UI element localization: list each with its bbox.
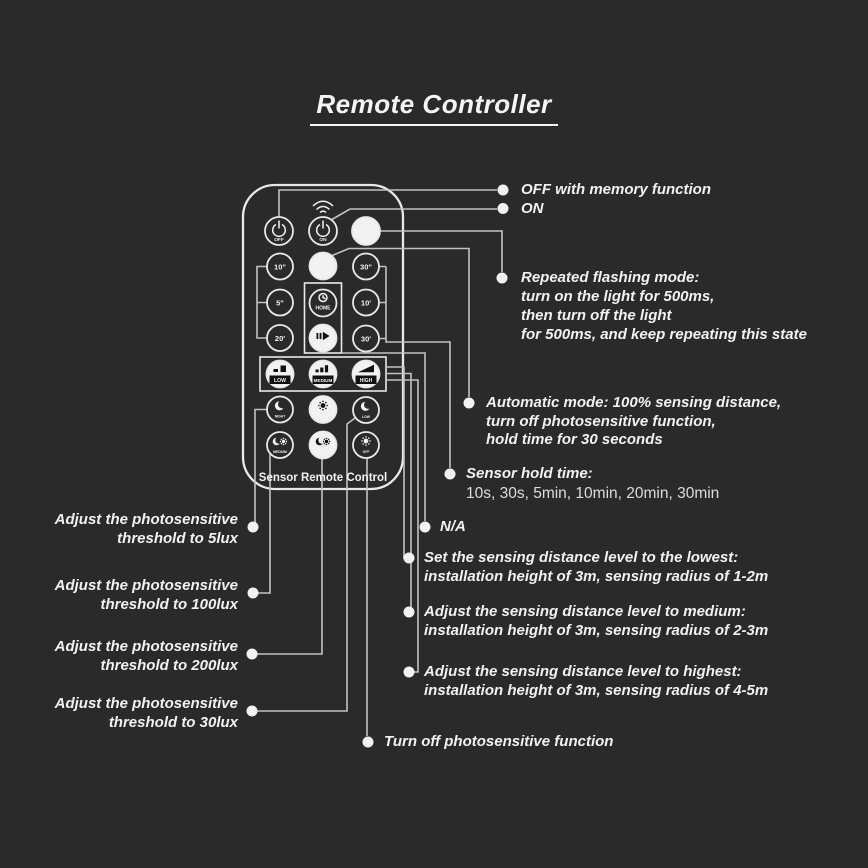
wire-test xyxy=(380,231,502,272)
button-20m[interactable] xyxy=(267,325,293,351)
wire-dist-medium xyxy=(386,374,411,613)
wire-off xyxy=(279,190,497,218)
svg-text:20': 20' xyxy=(274,334,286,343)
svg-text:LOW: LOW xyxy=(362,415,370,419)
button-photo-off[interactable] xyxy=(353,432,379,458)
bullet-lux100 xyxy=(248,588,259,599)
callout-hold-time: Sensor hold time: 10s, 30s, 5min, 10min, 20min, 30min xyxy=(466,465,720,502)
svg-text:HIGH: HIGH xyxy=(359,377,373,384)
button-photo-low[interactable] xyxy=(353,397,379,423)
button-home[interactable] xyxy=(310,290,337,317)
page-title: Remote Controller xyxy=(0,84,868,126)
bullet-auto xyxy=(464,398,475,409)
button-night[interactable] xyxy=(267,397,293,423)
bullet-on xyxy=(498,203,509,214)
wire-left-bracket xyxy=(257,267,267,339)
bullet-lux5 xyxy=(248,522,259,533)
remote-footer-label: Sensor Remote Control xyxy=(258,472,388,484)
button-sensitivity[interactable] xyxy=(310,325,337,352)
callout-lux100: Adjust the photosensitive threshold to 100lux xyxy=(54,577,238,613)
svg-text:30": 30" xyxy=(360,262,372,272)
button-10s[interactable] xyxy=(267,254,293,280)
button-5s[interactable] xyxy=(267,290,293,316)
svg-text:10': 10' xyxy=(360,298,372,308)
wire-lux5 xyxy=(255,410,267,528)
button-30m[interactable] xyxy=(353,326,379,352)
callout-lux5: Adjust the photosensitive threshold to 5lux xyxy=(54,511,238,547)
callout-auto-mode: Automatic mode: 100% sensing distance, turn off photosensitive function, hold time for 30 seconds xyxy=(486,394,782,448)
wire-lux30 xyxy=(257,418,355,711)
button-off[interactable] xyxy=(265,217,293,245)
callout-flashing: Repeated flashing mode: turn on the light for 500ms, then turn off the light for 500ms, and keep repeating this state xyxy=(521,269,807,343)
callout-off-memory: OFF with memory function xyxy=(521,181,711,198)
callout-photo-off: Turn off photosensitive function xyxy=(384,733,614,750)
callout-on: ON xyxy=(521,200,544,217)
svg-text:AUTO: AUTO xyxy=(312,261,334,271)
svg-text:OFF: OFF xyxy=(362,450,370,454)
bullet-off-memory xyxy=(498,185,509,196)
bullet-hold-time xyxy=(445,469,456,480)
wire-on xyxy=(331,209,497,220)
bullet-dist-low xyxy=(404,553,415,564)
button-10m[interactable] xyxy=(353,290,379,316)
button-daylight-lux[interactable] xyxy=(310,396,337,423)
svg-text:HIGH: HIGH xyxy=(318,450,328,454)
svg-text:MEDIUM: MEDIUM xyxy=(273,450,287,454)
callout-dist-high: Adjust the sensing distance level to highest: installation height of 3m, sensing radius of 4-5m xyxy=(424,663,769,699)
callout-dist-medium: Adjust the sensing distance level to medium: installation height of 3m, sensing radius of 2-3m xyxy=(424,603,769,639)
bullet-lux30 xyxy=(247,706,258,717)
svg-text:10": 10" xyxy=(274,262,286,272)
button-photo-high[interactable] xyxy=(310,432,337,459)
callout-lux30: Adjust the photosensitive threshold to 30lux xyxy=(54,695,238,731)
button-on[interactable] xyxy=(309,217,337,245)
svg-text:OFF: OFF xyxy=(274,238,284,243)
svg-text:ON: ON xyxy=(319,238,327,243)
button-distance-high[interactable] xyxy=(353,361,380,388)
button-test[interactable] xyxy=(352,217,380,245)
bullet-dist-high xyxy=(404,667,415,678)
callout-dist-low: Set the sensing distance level to the lowest: installation height of 3m, sensing radius of 1-2m xyxy=(424,549,769,585)
svg-text:DAYLIGHT/LUX: DAYLIGHT/LUX xyxy=(312,414,334,419)
button-distance-medium[interactable] xyxy=(310,361,337,388)
button-distance-low[interactable] xyxy=(267,361,294,388)
svg-text:MEDIUM: MEDIUM xyxy=(313,377,333,383)
wire-dist-low xyxy=(386,367,404,558)
wifi-icon xyxy=(313,201,333,212)
button-30s[interactable] xyxy=(353,254,379,280)
bullet-lux200 xyxy=(247,649,258,660)
svg-text:SENSITIVITY: SENSITIVITY xyxy=(314,343,332,347)
svg-text:LOW: LOW xyxy=(273,377,287,384)
bullet-na xyxy=(420,522,431,533)
callout-na: N/A xyxy=(440,518,466,535)
bullet-dist-medium xyxy=(404,607,415,618)
svg-text:HOME: HOME xyxy=(315,305,331,312)
button-photo-medium[interactable] xyxy=(267,432,293,458)
bullet-photo-off xyxy=(363,737,374,748)
svg-text:NIGHT: NIGHT xyxy=(274,414,286,419)
button-auto[interactable] xyxy=(310,253,337,280)
callout-lux200: Adjust the photosensitive threshold to 200lux xyxy=(54,638,238,674)
svg-text:5": 5" xyxy=(276,298,284,308)
svg-text:TEST: TEST xyxy=(356,226,376,236)
bullet-flashing xyxy=(497,273,508,284)
svg-text:30': 30' xyxy=(360,334,372,344)
